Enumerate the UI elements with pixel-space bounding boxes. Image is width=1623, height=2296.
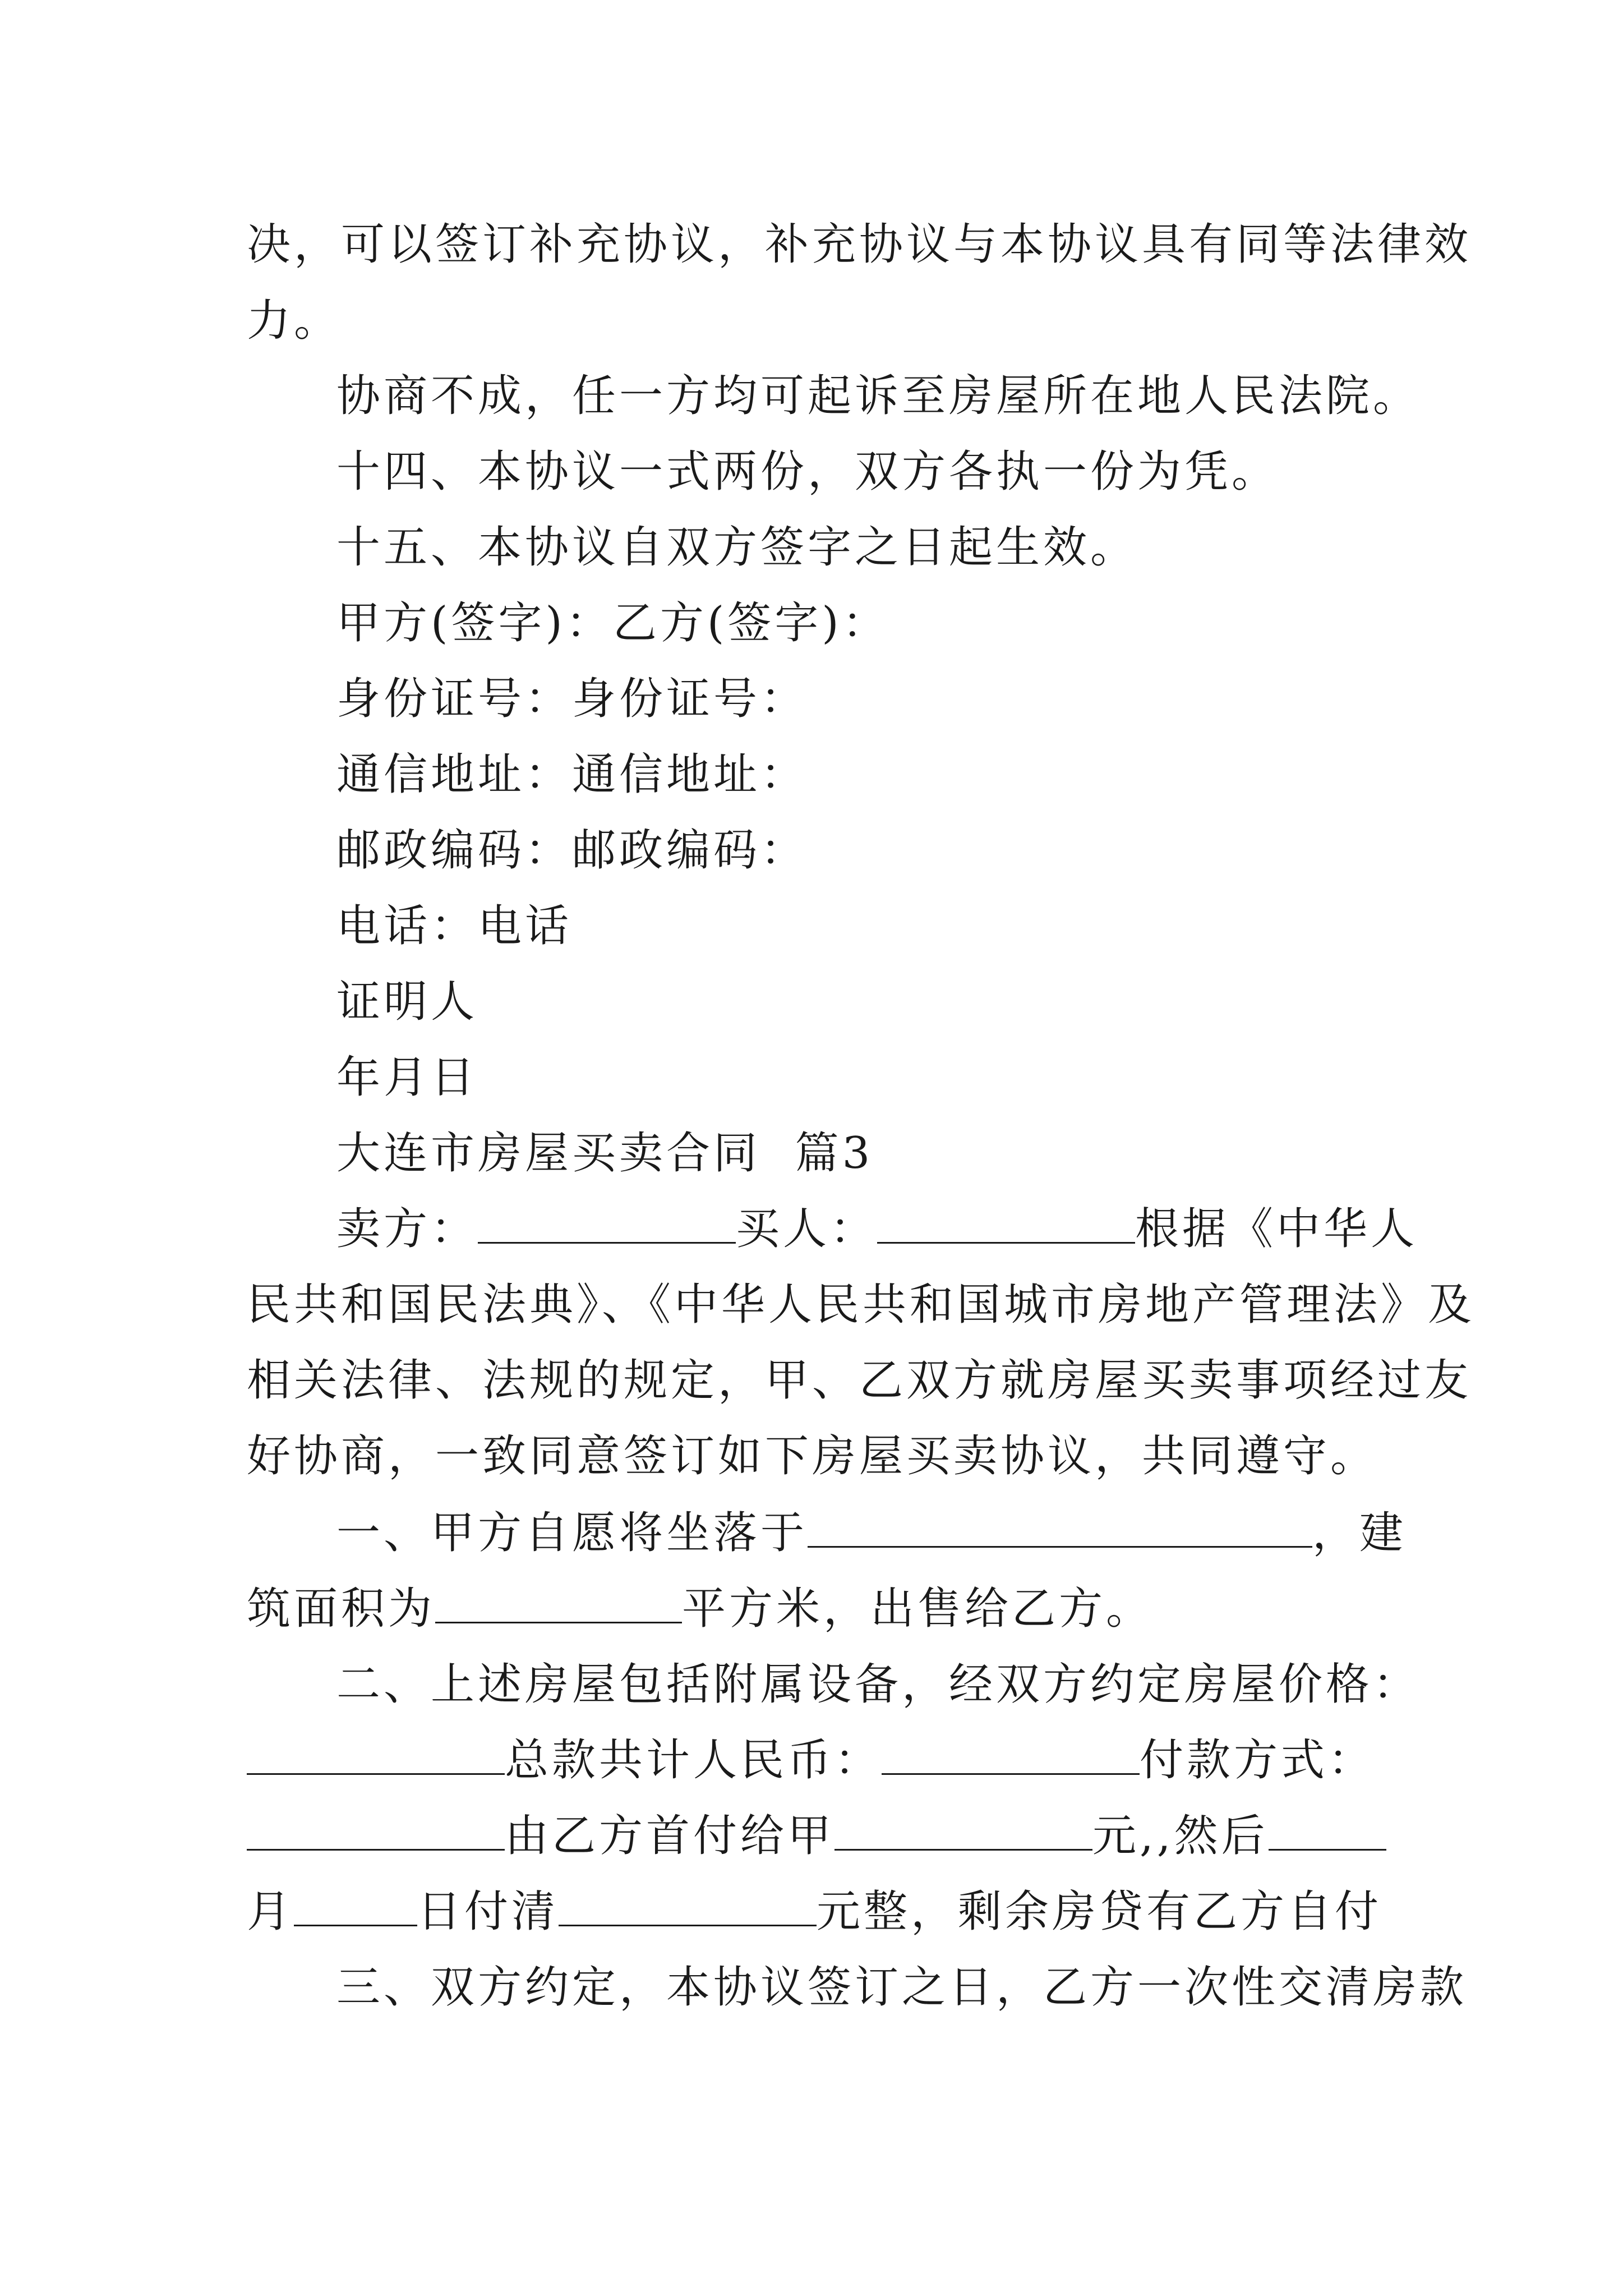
seller-blank	[478, 1203, 736, 1244]
clause-2-line-2	[247, 1732, 1375, 1788]
phone-line: 电话：电话	[336, 901, 573, 951]
address-line: 通信地址：通信地址：	[336, 749, 808, 800]
text-line: 力。	[247, 296, 342, 346]
text-line: 相关法律、法规的规定，甲、乙双方就房屋买卖事项经过友	[247, 1355, 1472, 1406]
clause-1-prefix: 一、甲方自愿将坐落于	[336, 1508, 808, 1558]
buyer-label: 买人：	[736, 1204, 878, 1254]
payment-blank	[247, 1810, 505, 1851]
area-suffix: 平方米，出售给乙方。	[682, 1584, 1154, 1634]
first-pay-label: 由乙方首付给甲	[505, 1811, 835, 1861]
signature-line: 甲方(签字)：乙方(签字)：	[336, 598, 889, 648]
date-line: 年月日	[336, 1052, 478, 1103]
clause-2-line-4	[247, 1884, 1382, 1940]
text-line: 民共和国民法典》、《中华人民共和国城市房地产管理法》及	[247, 1280, 1476, 1330]
clause-1-suffix: ，建	[1312, 1508, 1407, 1558]
witness-line: 证明人	[336, 977, 478, 1027]
remaining-label: 元整，剩余房贷有乙方自付	[817, 1887, 1382, 1937]
area-label: 筑面积为	[247, 1584, 436, 1634]
parties-line	[336, 1201, 1418, 1257]
total-label: 总款共计人民币：	[505, 1735, 882, 1786]
clause-1-line-2	[247, 1581, 1153, 1637]
clause-1-line	[336, 1505, 1407, 1561]
payment-label: 付款方式：	[1140, 1735, 1376, 1786]
price-blank	[247, 1734, 505, 1775]
id-number-line: 身份证号：身份证号：	[336, 674, 808, 724]
text-line: 协商不成，任一方均可起诉至房屋所在地人民法院。	[336, 371, 1421, 421]
text-line: 十五、本协议自双方签字之日起生效。	[336, 522, 1138, 573]
text-line: 好协商，一致同意签订如下房屋买卖协议，共同遵守。	[247, 1431, 1378, 1481]
location-blank	[808, 1507, 1312, 1548]
day-blank	[294, 1885, 417, 1926]
then-blank	[1269, 1810, 1386, 1851]
amount-blank	[559, 1885, 817, 1926]
text-line: 十四、本协议一式两份，双方各执一份为凭。	[336, 447, 1279, 497]
total-blank	[882, 1734, 1140, 1775]
text-line: 决，可以签订补充协议，补充协议与本协议具有同等法律效	[247, 219, 1472, 270]
section-title: 大连市房屋买卖合同 篇3	[336, 1128, 874, 1179]
then-label: 元,,然后	[1092, 1811, 1269, 1861]
clause-2-line-3	[247, 1808, 1386, 1864]
buyer-blank	[877, 1203, 1135, 1244]
basis-prefix: 根据《中华人	[1135, 1204, 1418, 1254]
postcode-line: 邮政编码：邮政编码：	[336, 825, 808, 876]
month-label: 月	[247, 1887, 294, 1937]
clause-2-line: 二、上述房屋包括附属设备，经双方约定房屋价格：	[336, 1659, 1421, 1710]
clause-3-line: 三、双方约定，本协议签订之日，乙方一次性交清房款	[336, 1962, 1468, 2013]
clear-label: 日付清	[417, 1887, 559, 1937]
area-blank	[435, 1582, 682, 1623]
first-pay-blank	[834, 1810, 1092, 1851]
seller-label: 卖方：	[336, 1204, 478, 1254]
